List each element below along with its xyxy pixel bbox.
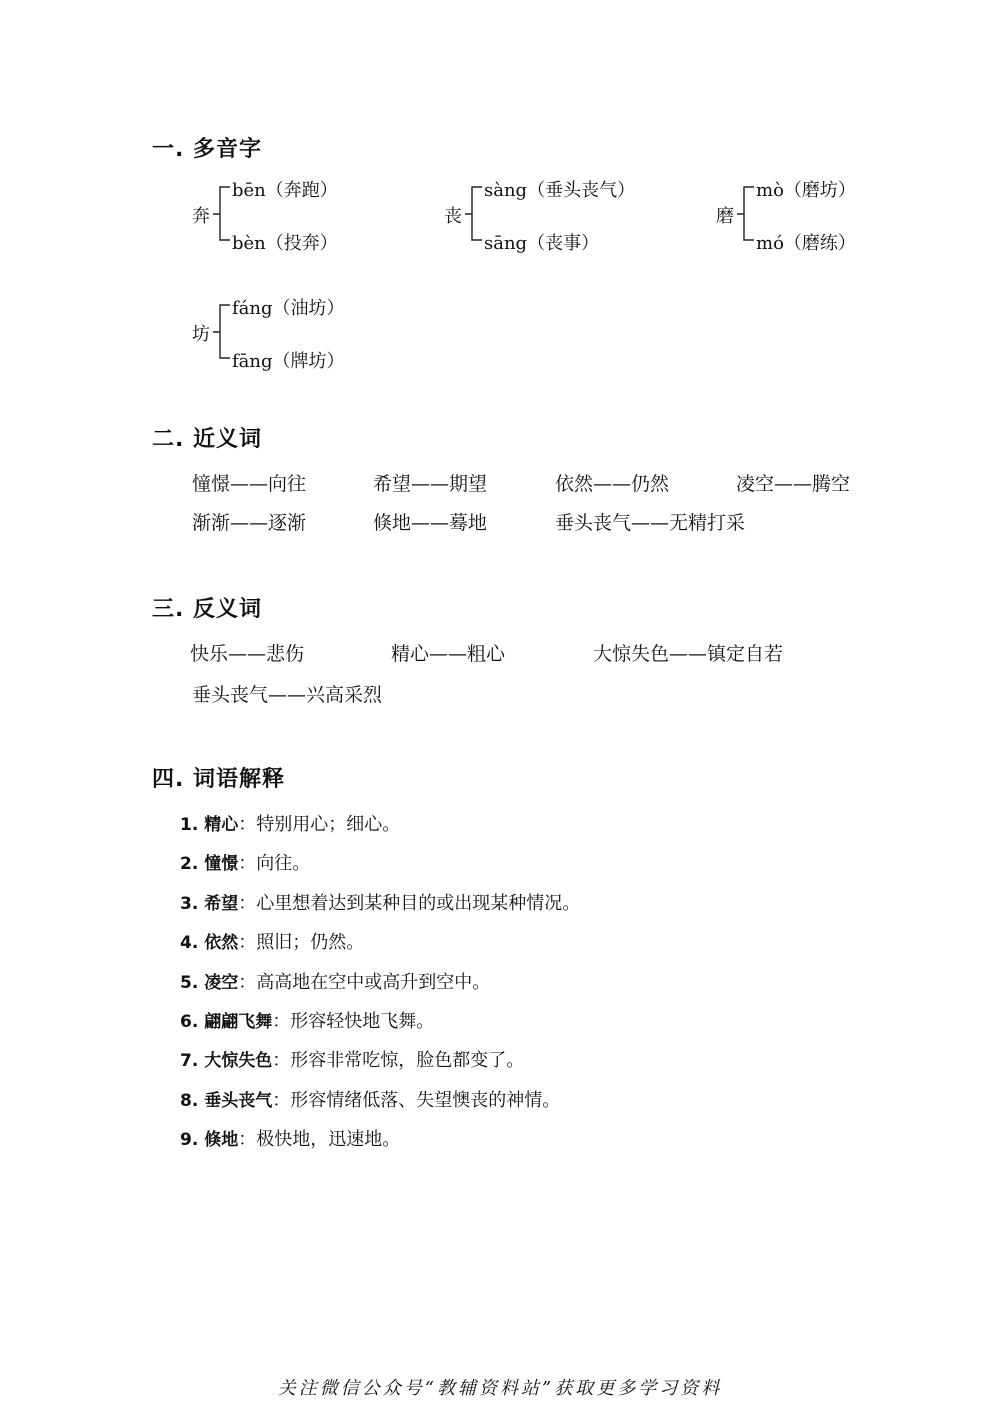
polyphone-reading-1: fáng（油坊）: [232, 298, 345, 319]
definition-text: ：极快地，迅速地。: [238, 1129, 401, 1151]
definition-term: 7. 大惊失色: [180, 1051, 273, 1072]
footer-note: 关注微信公众号“教辅资料站”获取更多学习资料: [277, 1378, 723, 1399]
section-title-definitions: 四. 词语解释: [152, 767, 286, 792]
synonym-pair: 倏地——蓦地: [373, 512, 488, 534]
polyphone-group: [192, 294, 422, 374]
polyphone-reading-1: sàng（垂头丧气）: [484, 180, 636, 201]
definition-item: [180, 889, 580, 928]
definition-text: ：形容非常吃惊，脸色都变了。: [272, 1050, 525, 1072]
definition-term: 1. 精心: [180, 815, 239, 835]
synonym-pair: 凌空——腾空: [736, 473, 851, 495]
definition-text: ：照旧；仍然。: [238, 932, 365, 954]
section-title-antonyms: 三. 反义词: [152, 597, 263, 622]
synonym-pair: 垂头丧气——无精打采: [555, 512, 746, 534]
definition-item: [180, 1007, 580, 1046]
polyphone-group: [716, 176, 946, 256]
section-title-polyphones: 一. 多音字: [152, 137, 263, 162]
bracket-icon: [210, 296, 232, 372]
definition-item: [180, 1125, 580, 1164]
definition-list: [180, 810, 580, 1165]
section-title-synonyms: 二. 近义词: [152, 427, 263, 452]
polyphone-reading-2: sāng（丧事）: [484, 233, 600, 254]
antonym-pair: 大惊失色——镇定自若: [593, 643, 784, 665]
definition-term: 8. 垂头丧气: [180, 1090, 273, 1111]
polyphone-reading-1: mò（磨坊）: [756, 180, 856, 201]
bracket-icon: [210, 178, 232, 254]
definition-term: 2. 憧憬: [180, 854, 239, 875]
polyphone-reading-2: mó（磨练）: [756, 233, 856, 254]
polyphone-reading-1: bēn（奔跑）: [232, 180, 338, 201]
definition-term: 6. 翩翩飞舞: [180, 1011, 273, 1032]
antonym-pair: 精心——粗心: [391, 643, 506, 665]
antonym-pair: 快乐——悲伤: [190, 643, 305, 665]
definition-term: 4. 依然: [180, 933, 239, 954]
definition-item: [180, 1086, 580, 1125]
definition-item: [180, 1046, 580, 1085]
definition-item: [180, 928, 580, 967]
definition-text: ：特别用心；细心。: [238, 814, 401, 835]
polyphone-char: 坊: [192, 324, 210, 345]
definition-item: [180, 810, 580, 849]
definition-term: 9. 倏地: [180, 1130, 239, 1151]
definition-term: 5. 凌空: [180, 972, 239, 993]
definition-text: ：高高地在空中或高升到空中。: [238, 971, 491, 993]
definition-item: [180, 968, 580, 1007]
definition-text: ：形容情绪低落、失望懊丧的神情。: [272, 1089, 561, 1111]
polyphone-group: [192, 176, 422, 256]
synonym-pair: 渐渐——逐渐: [192, 512, 307, 534]
bracket-icon: [462, 178, 484, 254]
definition-text: ：形容轻快地飞舞。: [272, 1010, 435, 1032]
bracket-icon: [734, 178, 756, 254]
synonym-pair: 依然——仍然: [555, 473, 670, 495]
polyphone-char: 磨: [716, 206, 734, 227]
antonym-pair: 垂头丧气——兴高采烈: [192, 684, 383, 706]
definition-term: 3. 希望: [180, 893, 239, 914]
polyphone-group: [444, 176, 674, 256]
definition-text: ：向往。: [238, 853, 311, 875]
polyphone-char: 丧: [444, 206, 462, 227]
polyphone-char: 奔: [192, 206, 210, 227]
definition-item: [180, 849, 580, 888]
polyphone-reading-2: bèn（投奔）: [232, 233, 338, 254]
synonym-pair: 希望——期望: [373, 473, 488, 495]
definition-text: ：心里想着达到某种目的或出现某种情况。: [238, 892, 581, 914]
polyphone-reading-2: fāng（牌坊）: [232, 351, 345, 372]
synonym-pair: 憧憬——向往: [192, 473, 307, 495]
